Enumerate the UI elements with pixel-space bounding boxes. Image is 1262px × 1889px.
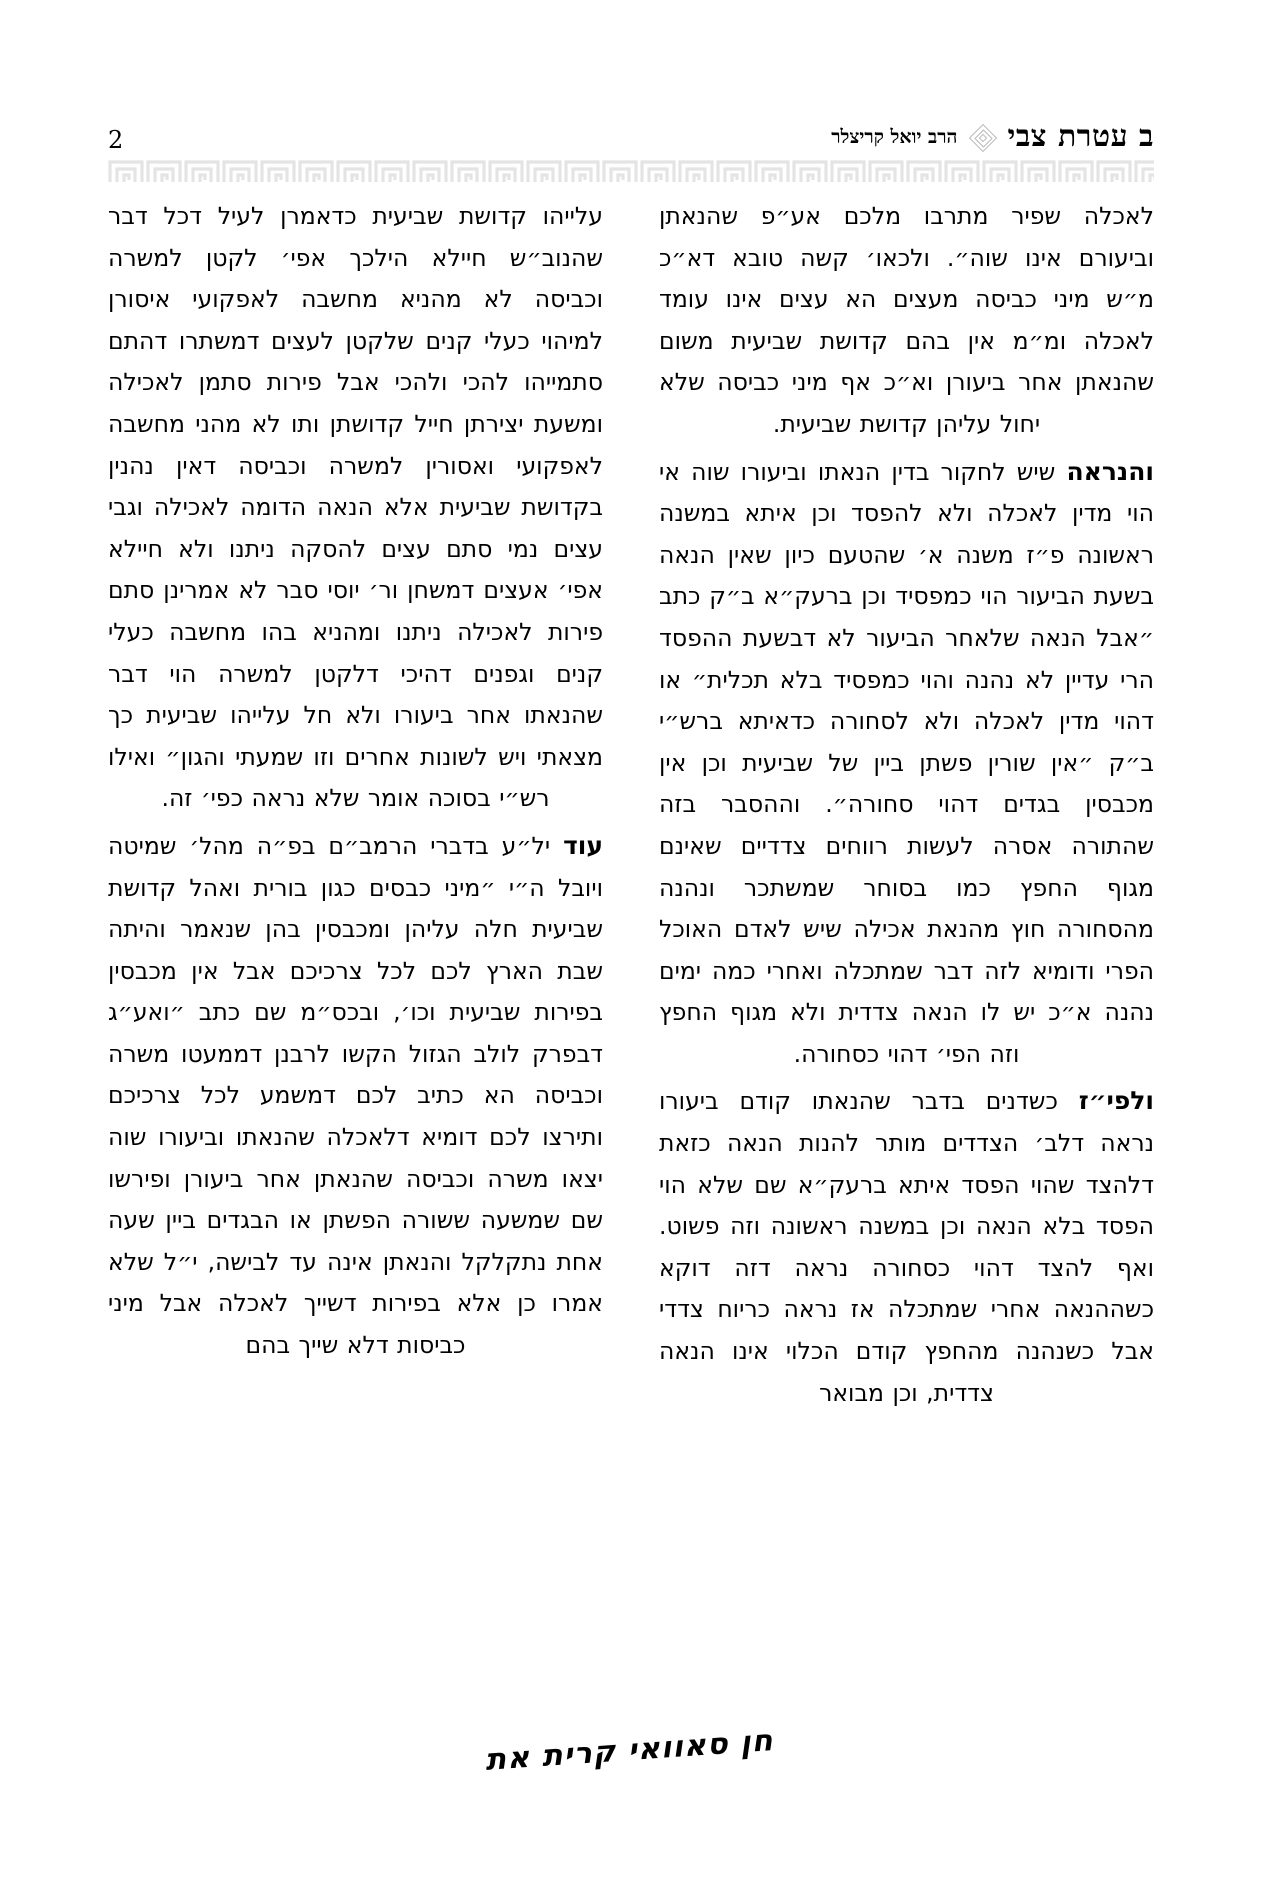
paragraph-text: עלייהו קדושת שביעית כדאמרן לעיל דכל דבר שהנוב״ש חיילא הילכך אפי׳ לקטן למשרה וכביסה לא מהניא מחשבה לאפקועי איסורן למיהוי כעלי קנים שלקטן לעצים דמשתרו דהתם סתמייהו להכי ולהכי אבל פירות סתמן לאכילה ומשעת יצירתן חייל קדושתן ותו לא מהני מחשבה לאפקועי ואסורין למשרה וכביסה דאין נהנין בקדושת שביעית אלא הנאה הדומה לאכילה וגבי עצים נמי סתם עצים להסקה ניתנו ולא חיילא אפי׳ אעצים דמשחן ור׳ יוסי סבר לא אמרינן סתם פירות לאכילה ניתנו ומהניא בהו מחשבה כעלי קנים וגפנים דהיכי דלקטן למשרה הוי דבר שהנאתו אחר ביעורו ולא חל עלייהו שביעית כך מצאתי ויש לשונות אחרים וזו שמעתי והגון״ ואילו רש״י בסוכה אומר שלא נראה כפי׳ זה. [108,202,603,813]
author-name: הרב יואל קריצלר [831,125,958,148]
paragraph-text: יל״ע בדברי הרמב״ם בפ״ה מהל׳ שמיטה ויובל ה״י ״מיני כבסים כגון בורית ואהל קדושת שביעית חלה עליהן ומכבסין בהן שנאמר והיתה שבת הארץ לכם לכל צרכיכם אבל אין מכבסין בפירות שביעית וכו׳, ובכס״מ שם כתב ״ואע״ג דבפרק לולב הגזול הקשו לרבנן דממעטו משרה וכביסה הא כתיב לכם דמשמע לכל צרכיכם ותירצו לכם דומיא דלאכלה שהנאתו וביעורו שוה יצאו משרה וכביסה שהנאתן אחר ביעורן ופירשו שם שמשעה ששורה הפשתן או הבגדים ביין שעה אחת נתקלקל והנאתן אינה עד לבישה, י״ל שלא אמרו כן אלא בפירות דשייך לאכלה אבל מיני כביסות דלא שייך בהם [108,831,603,1360]
book-title: ב עטרת צבי [1007,119,1154,154]
paragraph-lead-word: עוד [563,830,603,860]
body-columns [108,196,1154,1696]
paragraph [659,1080,1154,1414]
paragraph [108,825,603,1367]
paragraph-text: לאכלה שפיר מתרבו מלכם אע״פ שהנאתן וביעורם אינו שוה״. ולכאו׳ קשה טובא דא״כ מ״ש מיני כביסה מעצים הא עצים אינו עומד לאכלה ומ״מ אין בהם קדושת שביעית משום שהנאתן אחר ביעורן וא״כ אף מיני כביסה שלא יחול עליהן קדושת שביעית. [659,202,1154,438]
greek-key-border [108,158,1154,184]
paragraph-text: שיש לחקור בדין הנאתו וביעורו שוה אי הוי מדין לאכלה ולא להפסד וכן איתא במשנה ראשונה פ״ז משנה א׳ שהטעם כיון שאין הנאה בשעת הביעור הוי כמפסיד וכן ברעק״א ב״ק כתב ״אבל הנאה שלאחר הביעור לא דבשעת ההפסד הרי עדיין לא נהנה והוי כמפסיד בלא תכלית״ או דהוי מדין לאכלה ולא לסחורה כדאיתא ברש״י ב״ק ״אין שורין פשתן ביין של שביעית וכן אין מכבסין בגדים דהוי סחורה״. וההסבר בזה שהתורה אסרה לעשות רווחים צדדיים שאינם מגוף החפץ כמו בסוחר שמשתכר ונהנה מהסחורה חוץ מהנאת אכילה שיש לאדם האוכל הפרי ודומיא לזה דבר שמתכלה ואחרי כמה ימים נהנה א״כ יש לו הנאה צדדית ולא מגוף החפץ וזה הפי׳ דהוי כסחורה. [659,457,1154,1068]
page-number: 2 [108,126,124,154]
paragraph [659,196,1154,446]
paragraph-lead-word: ולפי״ז [1078,1086,1154,1116]
page-header [108,104,1154,152]
paragraph-text: כשדנים בדבר שהנאתו קודם ביעורו נראה דלב׳ הצדדים מותר להנות הנאה כזאת דלהצד שהוי הפסד איתא ברעק״א שם שלא הוי הפסד בלא הנאה וכן במשנה ראשונה וזה פשוט. ואף להצד דהוי כסחורה נראה דזה דוקא כשההנאה אחרי שמתכלה אז נראה כריוח צדדי אבל כשנהנה מהחפץ קודם הכלוי אינו הנאה צדדית, וכן מבואר [659,1087,1154,1407]
diamond-ornament-icon [971,126,993,148]
paragraph [659,451,1154,1076]
page-footer [0,1723,1262,1778]
footer-inscription: חן סאוואי קרית את [484,1723,778,1778]
paragraph [108,196,603,820]
column-left [659,196,1154,1696]
paragraph-lead-word: והנראה [1066,456,1154,486]
running-head [831,119,1154,154]
column-right [108,196,603,1696]
